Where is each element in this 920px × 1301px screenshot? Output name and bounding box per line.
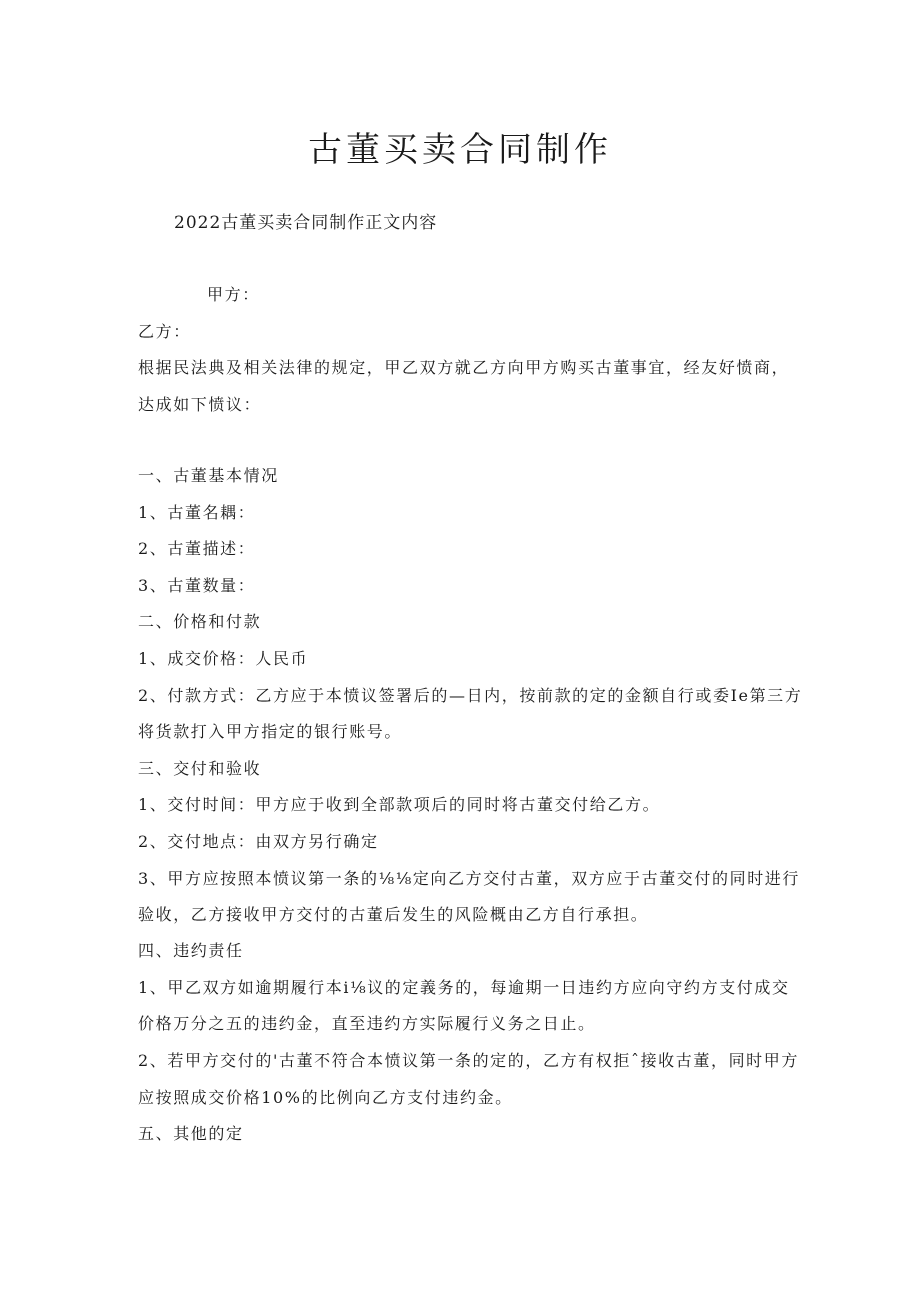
section-heading: 四、违约责任 xyxy=(138,941,244,960)
clause-item: 2、古董描述： xyxy=(138,539,256,558)
document-subtitle: 2022古董买卖合同制作正文内容 xyxy=(174,213,438,233)
section-heading: 一、古董基本情况 xyxy=(138,466,279,485)
clause-item-continuation: 应按照成交价格10%的比例向乙方支付违约金。 xyxy=(138,1088,513,1107)
party-a-label: 甲方： xyxy=(207,285,260,304)
party-b-label: 乙方： xyxy=(138,322,191,341)
clause-item-continuation: 将货款打入甲方指定的银行账号。 xyxy=(138,722,403,741)
clause-item: 3、甲方应按照本愤议第一条的⅛⅛定向乙方交付古董，双方应于古董交付的同时进行 xyxy=(138,869,800,888)
clause-item: 1、成交价格：人民币 xyxy=(138,649,309,668)
clause-item: 3、古董数量： xyxy=(138,576,256,595)
clause-item: 2、交付地点：由双方另行确定 xyxy=(138,832,379,851)
clause-item-continuation: 价格万分之五的违约金，直至违约方实际履行义务之日止。 xyxy=(138,1014,596,1033)
intro-paragraph-line: 达成如下愤议： xyxy=(138,395,262,414)
clause-item: 1、古董名耦： xyxy=(138,503,256,522)
document-title: 古董买卖合同制作 xyxy=(308,130,612,170)
section-heading: 三、交付和验收 xyxy=(138,759,262,778)
clause-item: 1、甲乙双方如逾期履行本i⅛议的定義务的，每逾期一日违约方应向守约方支付成交 xyxy=(138,978,790,997)
section-heading: 五、其他的定 xyxy=(138,1124,244,1143)
intro-paragraph-line: 根据民法典及相关法律的规定，甲乙双方就乙方向甲方购买古董事宜，经友好愤商， xyxy=(138,358,790,377)
clause-item: 2、付款方式：乙方应于本愤议签署后的—日内，按前款的定的金额自行或委Ie第三方 xyxy=(138,686,803,705)
section-heading: 二、价格和付款 xyxy=(138,612,262,631)
clause-item: 2、若甲方交付的'古董不符合本愤议第一条的定的，乙方有权拒ˆ接收古董，同时甲方 xyxy=(138,1051,799,1070)
clause-item-continuation: 验收，乙方接收甲方交付的古董后发生的风险概由乙方自行承担。 xyxy=(138,905,649,924)
clause-item: 1、交付时间：甲方应于收到全部款项后的同时将古董交付给乙方。 xyxy=(138,795,661,814)
